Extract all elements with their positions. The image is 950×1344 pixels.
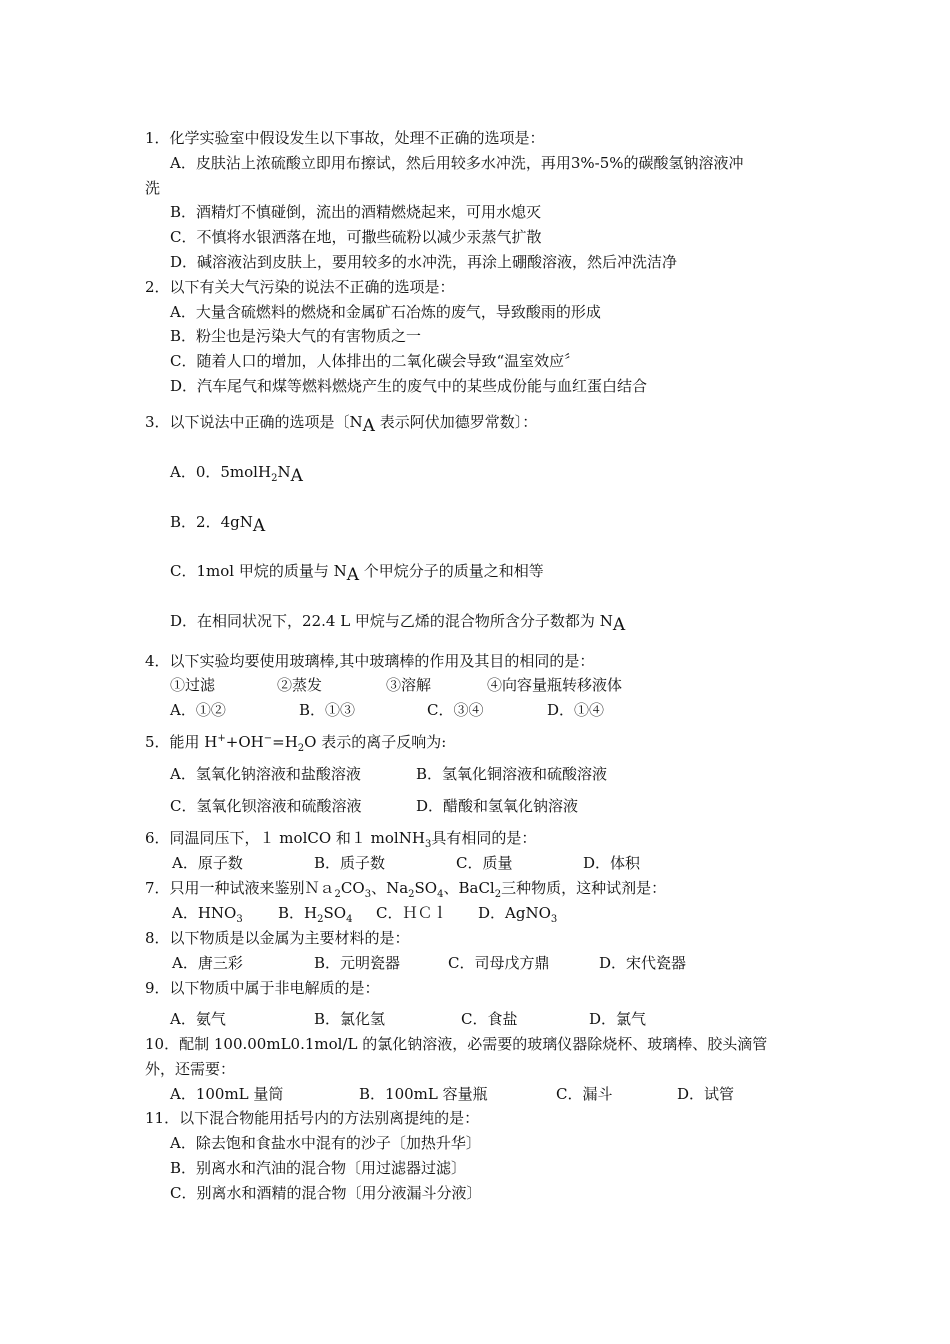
- q3-stem: [145, 411, 538, 436]
- q2-option-c: C．随着人口的增加，人体排出的二氧化碳会导致“温室效应〞: [170, 352, 580, 370]
- q7-option-b: [278, 902, 352, 924]
- q5-text2: +OH: [225, 733, 264, 751]
- q4-option-a: A．①②: [170, 701, 226, 719]
- q3-a-n: N: [277, 463, 291, 481]
- q7-d-text: D．AgNO: [478, 904, 551, 922]
- q3-option-b: [170, 511, 266, 536]
- q4-item-1: ①过滤: [170, 676, 216, 694]
- q7-b-sub2: 4: [346, 914, 353, 925]
- q3-c-A: A: [346, 565, 360, 585]
- q1-stem: 1．化学实验室中假设发生以下事故，处理不正确的选项是：: [145, 129, 545, 147]
- q3-b-text: B．2．4gN: [170, 513, 253, 531]
- q8-stem: 8．以下物质是以金属为主要材料的是：: [145, 929, 410, 947]
- q6-text1: 6．同温同压下，１ molCO 和１ molNH: [145, 829, 425, 847]
- q7-b-sub1: 2: [317, 914, 324, 925]
- q7-t3: SO: [414, 879, 438, 897]
- q7-t2: 、Na: [371, 879, 409, 897]
- q7-t4: 、BaCl: [443, 879, 495, 897]
- q2-option-b: B．粉尘也是污染大气的有害物质之一: [170, 327, 422, 345]
- q7-s1: 2: [334, 889, 341, 900]
- q3-c-text: C．1mol 甲烷的质量与 N: [170, 562, 347, 580]
- q3-stem-text2: 表示阿伏加德罗常数〕：: [379, 413, 538, 431]
- q7-s2: 3: [364, 889, 372, 900]
- q3-a-text: A．0．5molH: [170, 463, 272, 481]
- q3-a-A: A: [290, 466, 303, 486]
- q9-option-c: C．食盐: [461, 1010, 518, 1028]
- q1-option-a: A．皮肤沾上浓硫酸立即用布擦试，然后用较多水冲洗，再用3%-5%的碳酸氢钠溶液冲: [170, 154, 744, 172]
- q7-stem: [145, 877, 666, 899]
- q7-a-sub: 3: [236, 914, 243, 925]
- q8-option-b: B．元明瓷器: [314, 954, 401, 972]
- q10-option-d: D．试管: [677, 1085, 735, 1103]
- q1-option-c: C．不慎将水银洒落在地，可撒些硫粉以减少汞蒸气扩散: [170, 228, 542, 246]
- q2-option-d: D．汽车尾气和煤等燃料燃烧产生的废气中的某些成份能与血红蛋白结合: [170, 377, 648, 395]
- q6-option-b: B．质子数: [314, 854, 386, 872]
- q7-s3: 2: [408, 889, 415, 900]
- q7-text1: 7．只用一种试液来鉴别Ｎａ: [145, 879, 335, 897]
- q3-option-c: [170, 560, 544, 585]
- q9-option-a: A．氨气: [170, 1010, 226, 1028]
- q6-sub: 3: [424, 839, 432, 850]
- q3-b-A: A: [252, 516, 266, 536]
- q6-option-d: D．体积: [583, 854, 641, 872]
- q7-a-text: A．HNO: [172, 904, 237, 922]
- q3-d-text: D．在相同状况下，22.4 L 甲烷与乙烯的混合物所含分子数都为 N: [170, 612, 613, 630]
- q11-option-a: A．除去饱和食盐水中混有的沙子〔加热升华〕: [170, 1134, 481, 1152]
- q7-s5: 2: [494, 889, 502, 900]
- q2-option-a: A．大量含硫燃料的燃烧和金属矿石冶炼的废气，导致酸雨的形成: [170, 303, 601, 321]
- q5-sup2: −: [263, 733, 273, 744]
- q10-option-b: B．100mL 容量瓶: [359, 1085, 488, 1103]
- q4-item-3: ③溶解: [386, 676, 432, 694]
- q3-stem-text: 3．以下说法中正确的选项是〔N: [145, 413, 363, 431]
- q1-option-a-cont: 洗: [145, 179, 161, 197]
- q7-s4: 4: [437, 889, 444, 900]
- q5-option-c: C．氢氧化钡溶液和硫酸溶液: [170, 797, 362, 815]
- q3-a-sub: 2: [271, 473, 278, 484]
- q11-option-c: C．别离水和酒精的混合物〔用分液漏斗分液〕: [170, 1184, 482, 1202]
- q10-option-a: A．100mL 量筒: [170, 1085, 284, 1103]
- q9-option-d: D．氯气: [589, 1010, 647, 1028]
- q8-option-d: D．宋代瓷器: [599, 954, 687, 972]
- q8-option-c: C．司母戊方鼎: [448, 954, 550, 972]
- q4-option-b: B．①③: [299, 701, 356, 719]
- q5-sub1: 2: [297, 743, 305, 754]
- q4-item-4: ④向容量瓶转移液体: [487, 676, 623, 694]
- q7-b-mid: SO: [323, 904, 347, 922]
- q3-stem-A: A: [362, 416, 375, 436]
- q6-option-a: A．原子数: [172, 854, 243, 872]
- q7-option-d: [478, 902, 557, 924]
- q4-stem: 4．以下实验均要使用玻璃棒,其中玻璃棒的作用及其目的相同的是：: [145, 652, 595, 670]
- q11-option-b: B．别离水和汽油的混合物〔用过滤器过滤〕: [170, 1159, 467, 1177]
- q4-option-d: D．①④: [547, 701, 605, 719]
- q5-option-a: A．氢氧化钠溶液和盐酸溶液: [170, 765, 361, 783]
- q4-option-c: C．③④: [427, 701, 484, 719]
- q10-stem: 10．配制 100.00mL0.1mol/L 的氯化钠溶液，必需要的玻璃仪器除烧杯、玻璃棒、胶头滴管: [145, 1035, 768, 1053]
- q7-option-c: C．ＨＣｌ: [376, 904, 448, 922]
- q7-t1: CO: [340, 879, 365, 897]
- q5-stem: [145, 731, 446, 753]
- q7-b-text: B．H: [278, 904, 318, 922]
- q5-text3: =H: [272, 733, 298, 751]
- q6-stem: [145, 827, 536, 849]
- q5-option-b: B．氢氧化铜溶液和硫酸溶液: [416, 765, 608, 783]
- q7-d-sub: 3: [550, 914, 558, 925]
- q11-stem: 11．以下混合物能用括号内的方法别离提纯的是：: [145, 1109, 480, 1127]
- q5-option-d: D．醋酸和氢氧化钠溶液: [416, 797, 579, 815]
- q1-option-b: B．酒精灯不慎碰倒，流出的酒精燃烧起来，可用水熄灭: [170, 203, 542, 221]
- q10-stem-cont: 外，还需要：: [145, 1060, 236, 1078]
- q5-text1: 5．能用 H: [145, 733, 218, 751]
- q3-d-A: A: [612, 615, 626, 635]
- q6-option-c: C．质量: [456, 854, 513, 872]
- q1-option-d: D．碱溶液沾到皮肤上，要用较多的水冲洗，再涂上硼酸溶液，然后冲洗洁净: [170, 253, 678, 271]
- q8-option-a: A．唐三彩: [172, 954, 243, 972]
- q3-c-text2: 个甲烷分子的质量之和相等: [363, 562, 544, 580]
- q7-option-a: [172, 902, 243, 924]
- q9-stem: 9．以下物质中属于非电解质的是：: [145, 979, 380, 997]
- q9-option-b: B．氯化氢: [314, 1010, 386, 1028]
- q5-text4: O 表示的离子反响为:: [304, 733, 447, 751]
- q2-stem: 2．以下有关大气污染的说法不正确的选项是：: [145, 278, 455, 296]
- q6-text2: 具有相同的是：: [431, 829, 537, 847]
- q10-option-c: C．漏斗: [556, 1085, 613, 1103]
- q5-sup1: +: [217, 733, 226, 744]
- q7-text2: 三种物质，这种试剂是：: [501, 879, 667, 897]
- q3-option-a: [170, 461, 303, 486]
- q3-option-d: [170, 610, 626, 635]
- q4-item-2: ②蒸发: [277, 676, 323, 694]
